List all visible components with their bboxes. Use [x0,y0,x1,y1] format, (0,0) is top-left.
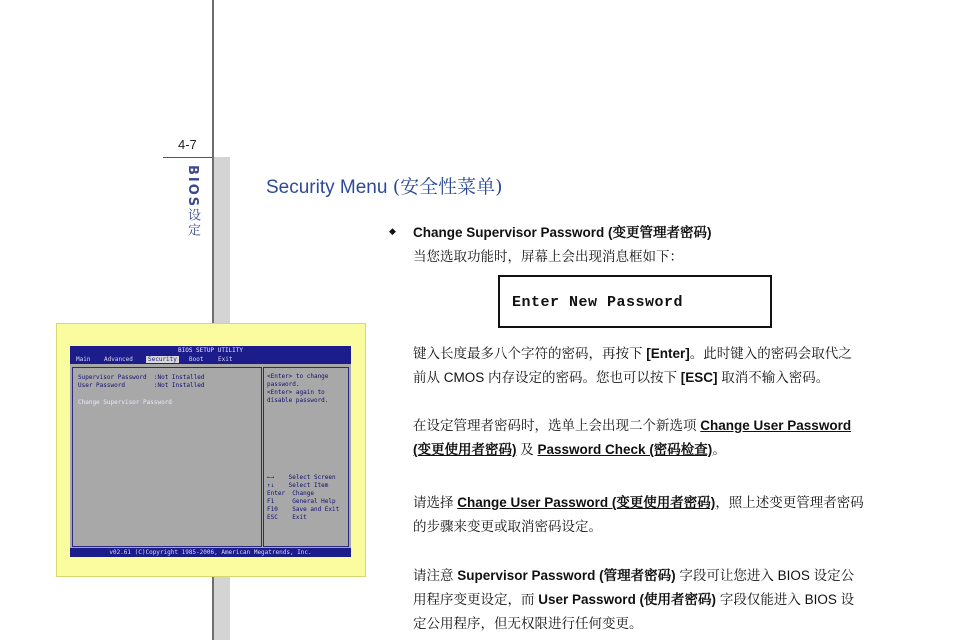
para1-text: 取消不输入密码。 [717,370,830,385]
bios-help-line: disable password. [267,397,329,404]
para4-line1 [413,564,854,588]
para1-text: 。此时键入的密码会取代之 [689,346,852,361]
bios-row-supervisor: Supervisor Password :Not Installed [78,374,205,381]
user-password-label: User Password (使用者密码) [538,592,717,607]
item-title [413,221,712,245]
para2-line1 [413,414,851,438]
bios-key-line: F1 General Help [267,498,336,505]
bios-title: BIOS SETUP UTILITY [70,346,351,355]
esc-key-label: [ESC] [680,370,718,385]
para1-line1 [413,342,852,366]
bios-help-line: <Enter> to change [267,373,329,380]
bios-main-panel [72,367,262,547]
password-dialog [498,275,772,328]
option-password-check: Password Check (密码检查) [537,442,713,457]
heading-cn: (安全性菜单) [392,176,503,198]
item-title-text: Change Supervisor Password (变更管理者密码) [413,225,712,240]
section-heading [266,172,503,199]
bios-row-user: User Password :Not Installed [78,382,205,389]
para4-line2 [413,588,854,612]
bios-key-line: ↑↓ Select Item [267,482,329,489]
chapter-label-bios: BIOS [185,165,200,209]
option-change-user-password-cn: (变更使用者密码) [413,442,517,457]
para3-text: 请选择 [413,495,458,510]
para2-text: 及 [516,442,538,457]
bios-footer: v02.61 (C)Copyright 1985-2006, American Megatrends, Inc. [70,548,351,557]
chapter-side-label [184,165,202,238]
para4-text: 字段仅能进入 BIOS 设 [716,592,855,607]
bios-menubar [70,355,351,364]
bullet-icon: ◆ [389,226,396,236]
enter-key-label: [Enter] [646,346,690,361]
bios-help-line: <Enter> again to [267,389,325,396]
para4-text: 请注意 [413,568,458,583]
para4-text: 字段可让您进入 BIOS 设定公 [675,568,855,583]
para2-line2 [413,438,726,462]
para1-text: 键入长度最多八个字符的密码，再按下 [413,346,647,361]
para3-line1 [413,491,864,515]
para2-text: 在设定管理者密码时，选单上会出现二个新选项 [413,418,701,433]
para1-text: 前从 CMOS 内存设定的密码。您也可以按下 [413,370,681,385]
bios-menu-boot: Boot [189,356,204,363]
bios-help-line: password. [267,381,300,388]
intro-text: 当您选取功能时，屏幕上会出现消息框如下： [413,249,683,264]
bios-menu-security: Security [148,356,177,363]
password-dialog-text: Enter New Password [512,294,684,311]
para2-text: 。 [712,442,726,457]
bios-help-panel [263,367,349,547]
para1-line2 [413,366,829,390]
heading-en: Security Menu [266,177,388,198]
bios-key-line: ESC Exit [267,514,307,521]
para4-line3: 定公用程序，但无权限进行任何变更。 [413,616,643,631]
para4-text: 用程序变更设定，而 [413,592,539,607]
bios-menu-main: Main [76,356,91,363]
option-change-user-password-ref: Change User Password (变更使用者密码) [457,495,716,510]
chapter-label-cn: 设定 [185,208,200,239]
supervisor-password-label: Supervisor Password (管理者密码) [457,568,676,583]
para3-text: ，照上述变更管理者密码 [715,495,864,510]
para3-line2: 的步骤来变更或取消密码设定。 [413,519,602,534]
bios-screenshot [70,346,351,557]
page-number: 4-7 [178,137,197,152]
bios-key-line: ←→ Select Screen [267,474,336,481]
bios-key-line: F10 Save and Exit [267,506,340,513]
page-number-rule [163,157,212,158]
bios-key-line: Enter Change [267,490,314,497]
bios-row-change-supervisor: Change Supervisor Password [78,399,172,406]
bios-menu-exit: Exit [218,356,233,363]
option-change-user-password: Change User Password [700,418,852,433]
bios-menu-advanced: Advanced [104,356,133,363]
